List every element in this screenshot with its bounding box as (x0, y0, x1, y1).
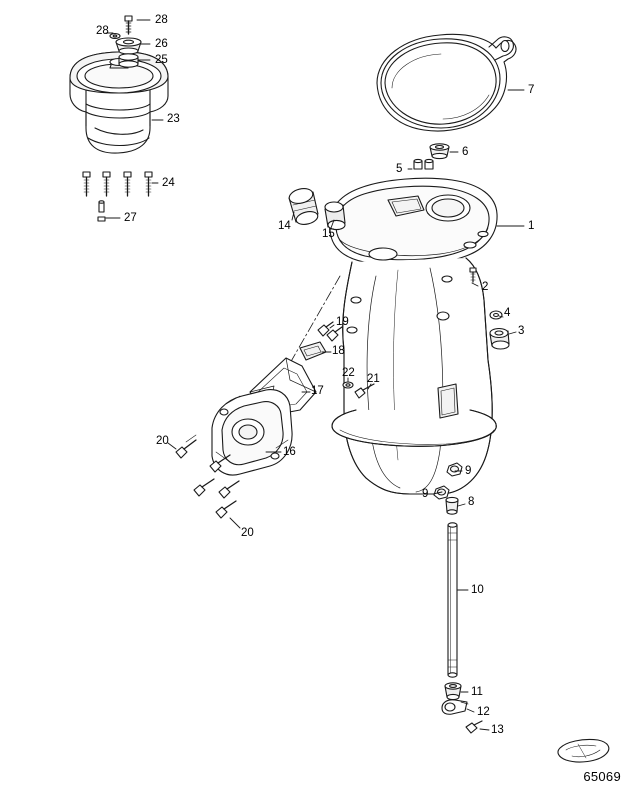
callout-10: 10 (471, 584, 484, 596)
part-3-plug (490, 329, 509, 350)
callout-21: 21 (367, 373, 380, 385)
part-27-pin (98, 201, 105, 221)
callout-2: 2 (482, 281, 489, 293)
part-8-bushing (446, 497, 458, 514)
part-1-driveshaft-housing (329, 178, 497, 494)
callout-27: 27 (124, 212, 137, 224)
callout-16: 16 (283, 446, 296, 458)
callout-28-a: 28 (96, 25, 109, 37)
part-18-bracket (300, 342, 326, 360)
part-16-mount-bracket (212, 390, 292, 475)
callout-23: 23 (167, 113, 180, 125)
part-13-screw (466, 721, 482, 733)
callout-25: 25 (155, 54, 168, 66)
callout-19: 19 (336, 316, 349, 328)
callout-15: 15 (322, 228, 335, 240)
callout-20-b: 20 (241, 527, 254, 539)
callout-8: 8 (468, 496, 475, 508)
callout-4: 4 (504, 307, 511, 319)
callout-3: 3 (518, 325, 525, 337)
callout-22: 22 (342, 367, 355, 379)
part-10-driveshaft (448, 523, 457, 677)
part-4-washer (490, 311, 502, 319)
part-14-seal (288, 186, 319, 226)
part-22-washer (343, 382, 353, 388)
callout-18: 18 (332, 345, 345, 357)
callout-13: 13 (491, 724, 504, 736)
callout-6: 6 (462, 146, 469, 158)
callout-9-b: 9 (422, 488, 429, 500)
part-28-washer-left (110, 34, 120, 39)
callout-11: 11 (471, 686, 483, 698)
callout-17: 17 (311, 385, 324, 397)
callout-5: 5 (396, 163, 403, 175)
part-12-retainer (442, 700, 468, 714)
callout-20-a: 20 (156, 435, 169, 447)
callout-24: 24 (162, 177, 175, 189)
part-11-collar (445, 683, 461, 700)
part-28-screw-upper (125, 16, 132, 34)
callout-26: 26 (155, 38, 168, 50)
part-24-bolts (83, 172, 152, 196)
callout-14: 14 (278, 220, 291, 232)
callout-9-a: 9 (465, 465, 472, 477)
part-decal-bottom (558, 739, 609, 762)
part-6-grommet (430, 144, 449, 159)
part-23-cowl (70, 52, 168, 153)
callout-7: 7 (528, 84, 535, 96)
part-26-grommet (116, 38, 141, 54)
diagram-part-number: 65069 (583, 769, 621, 784)
part-7-seal-ring (377, 34, 516, 131)
part-5-plugs (414, 159, 433, 169)
callout-28-b: 28 (155, 14, 168, 26)
callout-1: 1 (528, 220, 535, 232)
callout-12: 12 (477, 706, 490, 718)
part-15-spacer (325, 202, 345, 230)
part-25-bushing (119, 54, 138, 67)
